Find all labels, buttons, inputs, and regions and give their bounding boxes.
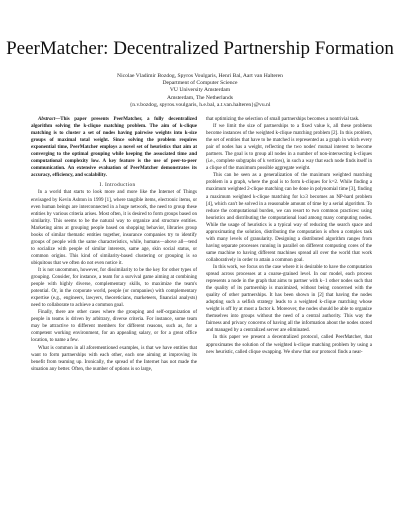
section-heading-introduction: I. Introduction — [99, 182, 136, 189]
paper-title: PeerMatcher: Decentralized Partnership Formation — [6, 38, 394, 59]
right-column — [206, 116, 372, 356]
intro-paragraph-8: In this work, we focus on the case where it is desirable to have the computation spread across processes at a coarse-grained level. In our model, each process represents a node in the graph that aims to partner with k−1 other nodes such that the quality of its partnership is maximized, without being concerned with the quality of other partnerships. It has been shown in [2] that having the nodes adopting such a selfish strategy leads to a weighted k-clique matching whose weight is off by at most a factor k. Moreover, the nodes should be able to organize themselves into groups without the need of a central authority. This way the fairness and privacy concerns of having all the information about the nodes stored and managed by a centralized server are eliminated. — [206, 264, 372, 334]
affiliation-dept: Department of Computer Science — [162, 80, 238, 87]
intro-paragraph-7: This can be seen as a generalization of the maximum weighted matching problem in a graph, where the goal is to form k-cliques for k=2. While finding a maximum weighted 2-clique matching can be done in polynomial time [3], finding a maximum weighted k-clique matching for k≥3 becomes an NP-hard problem [4], which can't be solved in a reasonable amount of time by a serial algorithm. To reduce the computational burden, we can resort to two common practices: using heuristics and distributing the computational load among many computing nodes. While the usage of heuristics is a typical way of reducing the search space and approximating the solution, distributing the computation is often a complex task with many levels of granularity. Designing a distributed algorithm ranges from having separate processes running in parallel on different computing cores of the same machine to having different machines spread all over the world that work collaboratively in order to attain a common goal. — [206, 173, 372, 263]
intro-paragraph-5: that optimizing the selection of small partnerships becomes a nontrivial task. — [206, 117, 360, 122]
abstract-label: Abstract — [38, 117, 56, 122]
intro-paragraph-6: If we limit the size of partnerships to a fixed value k, all these problems become instances of the weighted k-clique matching problem [2]. In this problem, the set of entities that have to be matched is represented as a graph in which every pair of nodes has a weight, reflecting the two nodes' mutual interest to become partners. The goal is to group all nodes in a number of non-intersecting k-cliques (i.e., complete subgraphs of k vertices), in such a way that each node finds itself in a clique of the maximum possible aggregate weight. — [206, 124, 372, 172]
author-emails: {n.v.bozdog, spyros.voulgaris, h.e.bal, a.t.van.halteren}@vu.nl — [129, 101, 271, 108]
intro-paragraph-1: In a world that starts to look more and more like the Internet of Things envisaged by Kevin Ashton in 1999 [1], where tangible items, electronic items, or even human beings are interconnected in a huge network, the need to group these entities by various criteria arises. Most often, it is desired to form groups based on similarity. This seems to be the natural way to organize and structure entities. Marketing aims at grouping people based on shopping behavior, libraries group books of similar thematic entities together, insurance companies try to identify groups of people with the same characteristics, while, humans—above all—tend to socialize with people of similar interests, same age, skin social status, or common origins. This kind of similarity-based clustering or grouping is so ubiquitous that we often do not even notice it. — [31, 190, 197, 266]
intro-paragraph-2: It is not uncommon, however, for dissimilarity to be the key for other types of grouping. Consider, for instance, a team for a survival game aiming at combining people with highly diverse, complementary skills, to maximize the team's potential. Or, in the corporate world, people (or companies) with complementary expertise (e.g., engineers, lawyers, theoreticians, marketeers, financial analysts) need to collaborate to achieve a common goal. — [31, 267, 197, 309]
intro-paragraph-4: What is common in all aforementioned examples, is that we have entities that want to form partnerships with each other, each one aiming at improving its benefit from teaming up. Ironically, the spread of the Internet has not made the situation any better. Often, the number of options is so large, — [31, 345, 197, 372]
affiliation-city: Amsterdam, The Netherlands — [167, 94, 233, 101]
abstract — [31, 116, 197, 179]
left-column — [31, 116, 197, 373]
intro-paragraph-9: In this paper we present a decentralized protocol, called PeerMatcher, that approximates the solution of the weighted k-clique matching problem by using a new heuristic, called clique swapping. We show that our protocol finds a near- — [206, 335, 372, 355]
author-block — [0, 73, 400, 109]
affiliation-university: VU University Amsterdam — [169, 87, 231, 94]
intro-paragraph-3: Finally, there are other cases where the grouping and self-organization of people in teams is driven by arbitrary, diverse criteria. For instance, some team may be attractive to different members for different reasons, such as, for a competent working environment, for an appealing salary, or for a great office location, to name a few. — [31, 310, 197, 344]
abstract-text: —This paper presents PeerMatcher, a fully decentralized algorithm solving the k-clique matching problem. The aim of k-clique matching is to cluster a set of nodes having pairwise weights into k-size groups of maximal total weight. Since solving the problem requires exponential time, PeerMatcher employs a novel set of heuristics that aim at converging to the optimal grouping while keeping the associated time and computational complexity low. A key feature is the use of peer-to-peer communication. An extensive evaluation of PeerMatcher demonstrates its accuracy, efficiency, and scalability. — [31, 117, 197, 179]
author-names: Nicolae Vladimir Bozdog, Spyros Voulgaris, Henri Bal, Aart van Halteren — [117, 73, 283, 79]
